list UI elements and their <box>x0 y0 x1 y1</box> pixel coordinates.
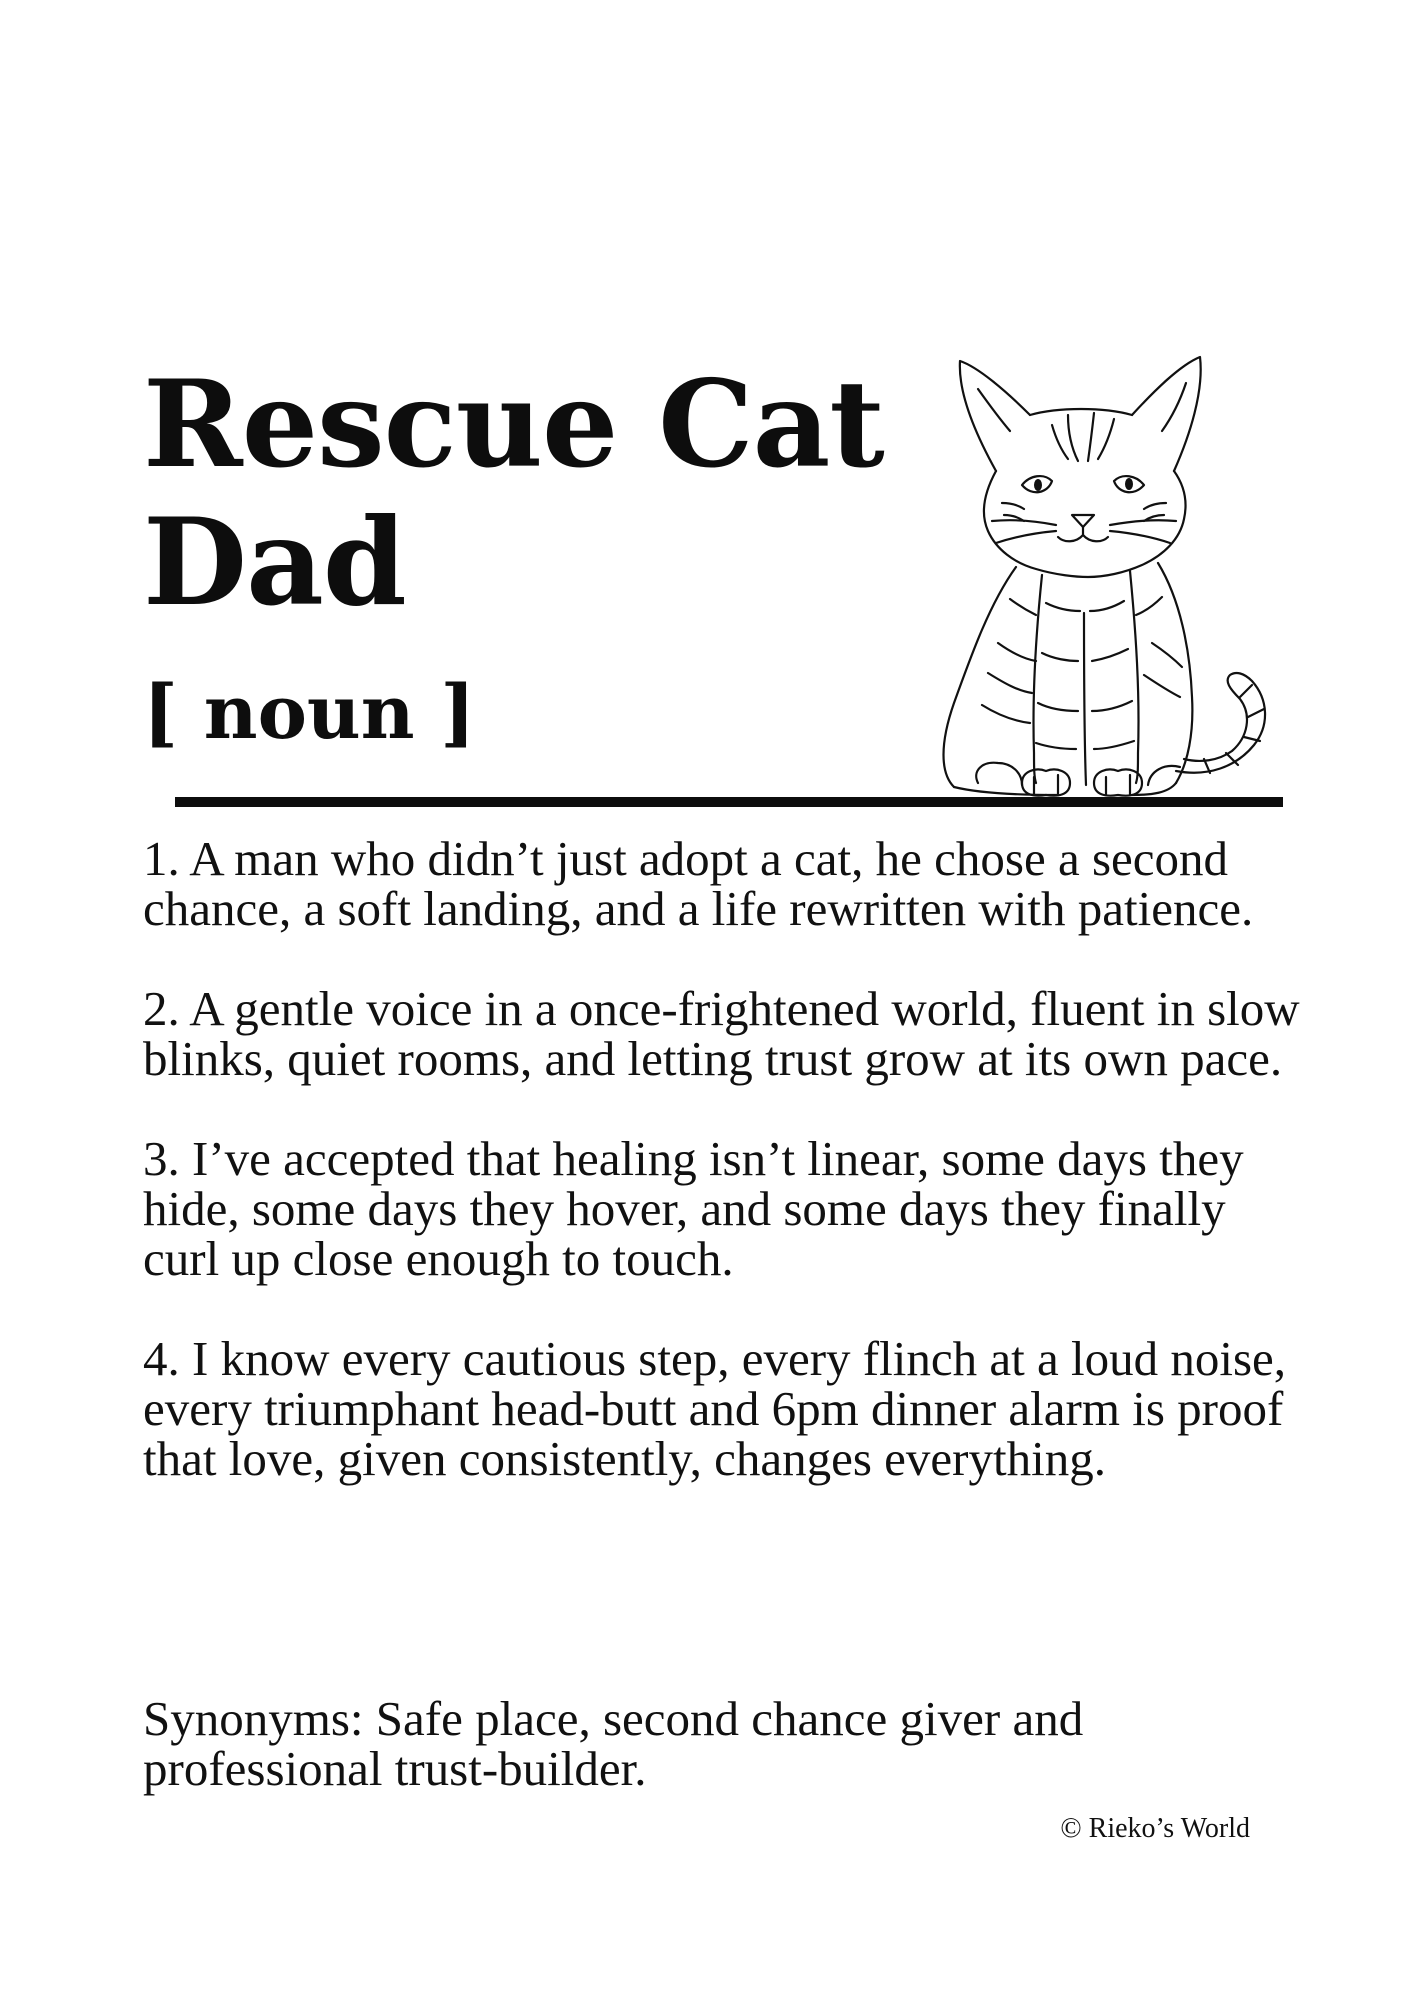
cat-icon <box>918 353 1282 795</box>
copyright-notice: © Rieko’s World <box>1060 1813 1250 1844</box>
divider <box>175 797 1283 807</box>
synonyms-text: Synonyms: Safe place, second chance giver and professional trust-builder. <box>143 1691 1084 1796</box>
page-title: Rescue Cat Dad <box>143 354 884 633</box>
definition-item: 4. I know every cautious step, every flinch at a loud noise, every triumphant head-butt and 6pm dinner alarm is proof that love, given consistently, changes everything. <box>143 1331 1287 1486</box>
definition-item: 2. A gentle voice in a once-frightened world, fluent in slow blinks, quiet rooms, and letting trust grow at its own pace. <box>143 981 1300 1086</box>
definition-item: 3. I’ve accepted that healing isn’t linear, some days they hide, some days they hover, and some days they finally curl up close enough to touch. <box>143 1131 1244 1286</box>
definition-item: 1. A man who didn’t just adopt a cat, he chose a second chance, a soft landing, and a life rewritten with patience. <box>143 831 1254 936</box>
definition-list <box>143 831 1303 1534</box>
part-of-speech: [ noun ] <box>143 670 476 756</box>
